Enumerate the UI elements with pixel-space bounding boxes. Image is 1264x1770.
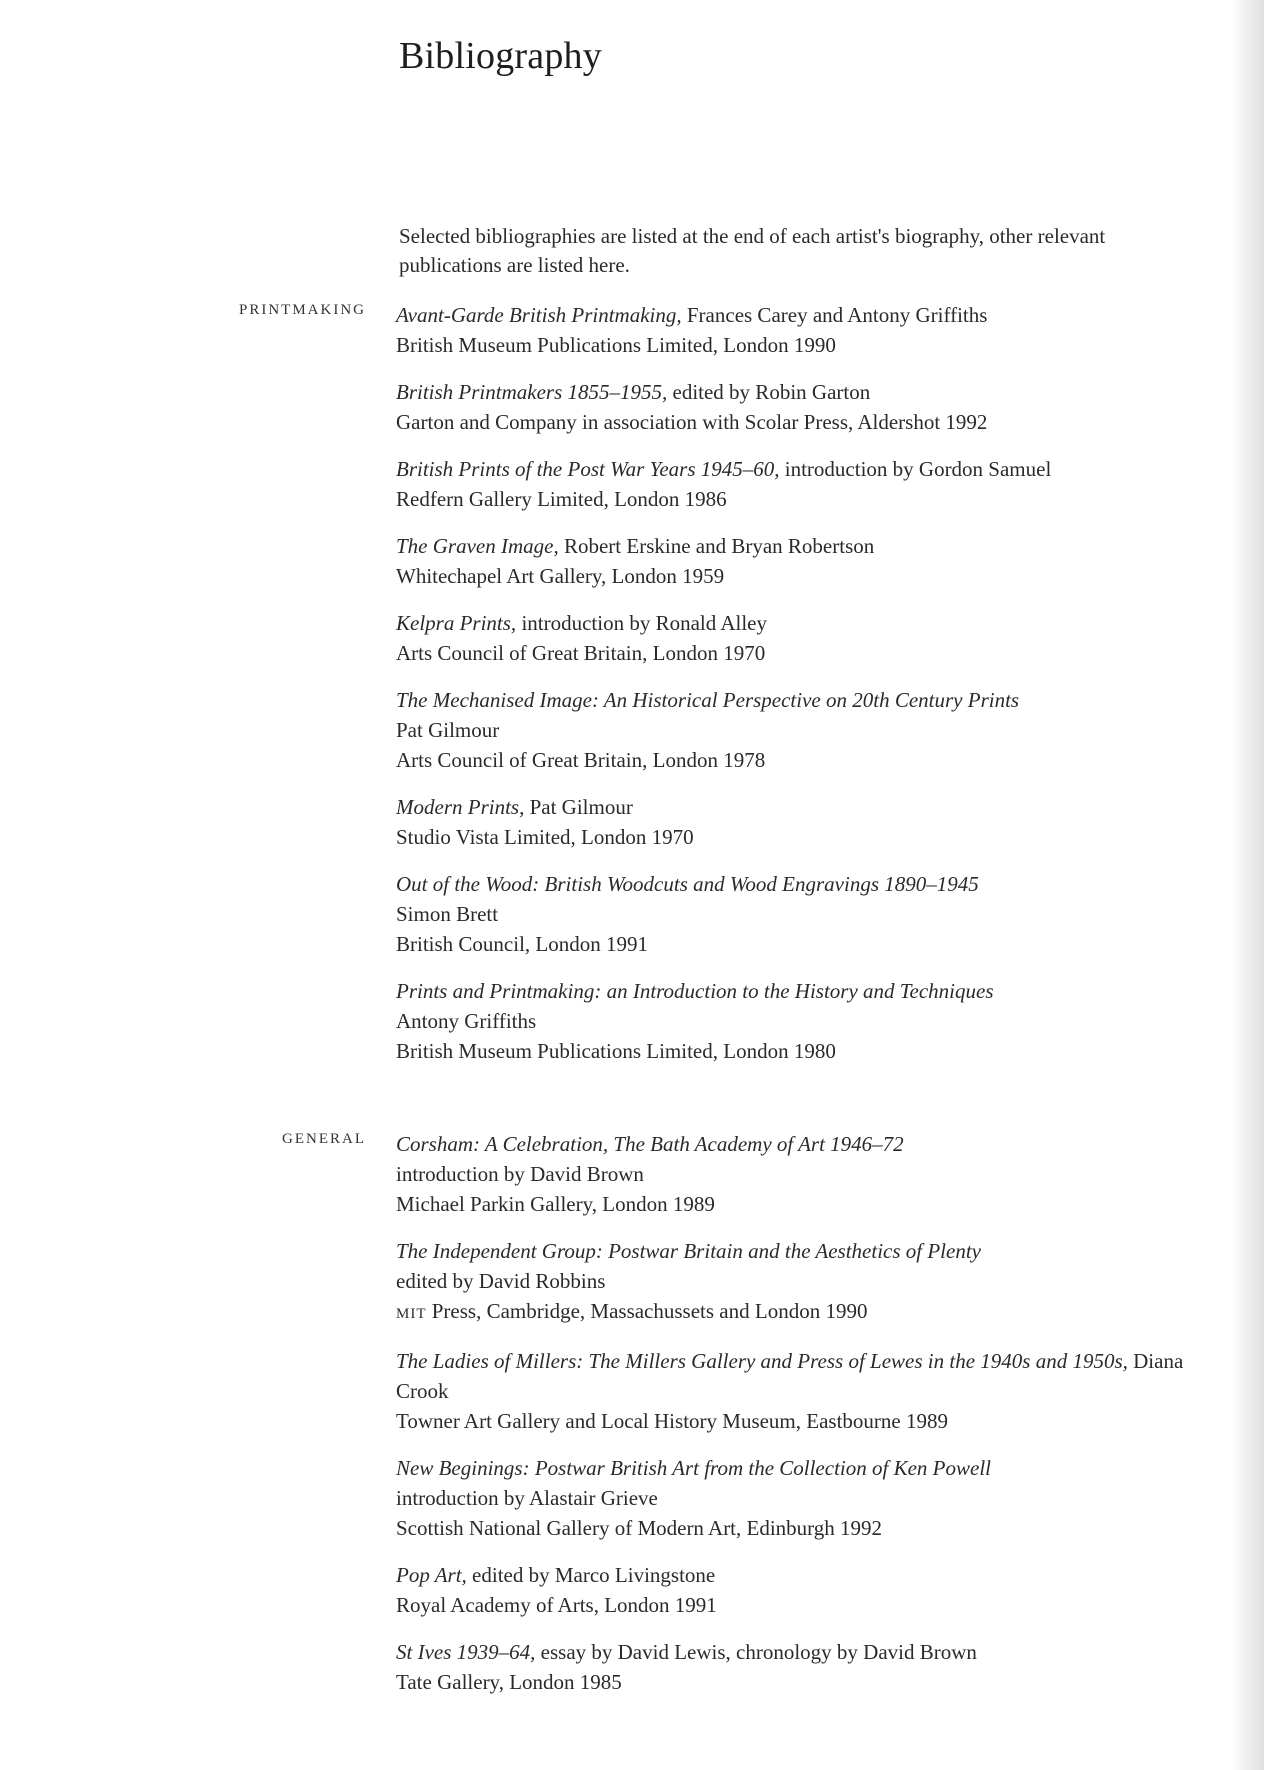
bibliography-entry bbox=[396, 1346, 1216, 1436]
entry-publisher: Towner Art Gallery and Local History Museum, Eastbourne 1989 bbox=[396, 1409, 948, 1433]
entry-publisher: Whitechapel Art Gallery, London 1959 bbox=[396, 564, 725, 588]
entry-byline: edited by Marco Livingstone bbox=[466, 1563, 716, 1587]
entry-title: The Graven Image, bbox=[396, 534, 559, 558]
entry-title: Modern Prints, bbox=[396, 795, 525, 819]
entry-byline: introduction by Gordon Samuel bbox=[779, 457, 1052, 481]
entry-title: New Beginings: Postwar British Art from the Collection of Ken Powell bbox=[396, 1456, 991, 1480]
bibliography-entry bbox=[396, 685, 1216, 775]
entry-publisher: Studio Vista Limited, London 1970 bbox=[396, 825, 694, 849]
entry-author: introduction by David Brown bbox=[396, 1162, 644, 1186]
bibliography-entry bbox=[396, 531, 1216, 591]
entry-byline: introduction by Ronald Alley bbox=[516, 611, 767, 635]
entry-title: British Printmakers 1855–1955, bbox=[396, 380, 668, 404]
bibliography-entry bbox=[396, 869, 1216, 959]
printmaking-entries bbox=[396, 300, 1216, 1083]
entry-author: introduction by Alastair Grieve bbox=[396, 1486, 658, 1510]
entry-publisher: Redfern Gallery Limited, London 1986 bbox=[396, 487, 727, 511]
entry-publisher-smallcaps: MIT bbox=[396, 1306, 427, 1322]
page-edge-shadow bbox=[1230, 0, 1264, 1770]
bibliography-entry bbox=[396, 792, 1216, 852]
bibliography-entry bbox=[396, 1453, 1216, 1543]
entry-publisher: Garton and Company in association with Scolar Press, Aldershot 1992 bbox=[396, 410, 988, 434]
entry-byline: edited by Robin Garton bbox=[667, 380, 871, 404]
page-title: Bibliography bbox=[399, 35, 602, 77]
section-label-general: GENERAL bbox=[282, 1131, 366, 1147]
bibliography-entry bbox=[396, 608, 1216, 668]
entry-title: The Ladies of Millers: The Millers Gallery and Press of Lewes in the 1940s and 1950s, bbox=[396, 1349, 1128, 1373]
entry-title: Corsham: A Celebration, The Bath Academy of Art 1946–72 bbox=[396, 1132, 904, 1156]
bibliography-entry bbox=[396, 1560, 1216, 1620]
entry-title: Pop Art, bbox=[396, 1563, 467, 1587]
entry-author: Simon Brett bbox=[396, 902, 499, 926]
entry-publisher: Michael Parkin Gallery, London 1989 bbox=[396, 1192, 715, 1216]
entry-author: edited by David Robbins bbox=[396, 1269, 606, 1293]
bibliography-entry bbox=[396, 1129, 1216, 1219]
entry-publisher-rest: Press, Cambridge, Massachussets and London 1990 bbox=[426, 1299, 868, 1323]
entry-byline: Frances Carey and Antony Griffiths bbox=[681, 303, 988, 327]
section-label-printmaking: PRINTMAKING bbox=[239, 302, 366, 318]
entry-title: Prints and Printmaking: an Introduction to the History and Techniques bbox=[396, 979, 994, 1003]
entry-publisher: Royal Academy of Arts, London 1991 bbox=[396, 1593, 717, 1617]
entry-title: Kelpra Prints, bbox=[396, 611, 517, 635]
entry-author: Pat Gilmour bbox=[396, 718, 500, 742]
entry-title: The Independent Group: Postwar Britain and the Aesthetics of Plenty bbox=[396, 1239, 981, 1263]
entry-byline: essay by David Lewis, chronology by David Brown bbox=[535, 1640, 977, 1664]
entry-publisher: Arts Council of Great Britain, London 1978 bbox=[396, 748, 766, 772]
entry-publisher: Scottish National Gallery of Modern Art, Edinburgh 1992 bbox=[396, 1516, 883, 1540]
bibliography-entry bbox=[396, 976, 1216, 1066]
entry-publisher: Tate Gallery, London 1985 bbox=[396, 1670, 622, 1694]
entry-title: St Ives 1939–64, bbox=[396, 1640, 536, 1664]
entry-title: Avant-Garde British Printmaking, bbox=[396, 303, 682, 327]
entry-publisher: Arts Council of Great Britain, London 1970 bbox=[396, 641, 766, 665]
entry-publisher: British Museum Publications Limited, London 1980 bbox=[396, 1039, 836, 1063]
bibliography-entry bbox=[396, 300, 1216, 360]
entry-publisher bbox=[396, 1296, 1216, 1329]
entry-title: Out of the Wood: British Woodcuts and Wood Engravings 1890–1945 bbox=[396, 872, 979, 896]
entry-byline: Diana Crook bbox=[396, 1349, 1184, 1403]
bibliography-entry bbox=[396, 454, 1216, 514]
bibliography-entry bbox=[396, 1637, 1216, 1697]
entry-author: Antony Griffiths bbox=[396, 1009, 537, 1033]
intro-text: Selected bibliographies are listed at the end of each artist's biography, other relevant publications are listed here. bbox=[399, 224, 1106, 277]
entry-title: British Prints of the Post War Years 1945–60, bbox=[396, 457, 780, 481]
general-entries bbox=[396, 1129, 1216, 1714]
entry-byline: Pat Gilmour bbox=[524, 795, 633, 819]
bibliography-entry bbox=[396, 1236, 1216, 1329]
entry-title: The Mechanised Image: An Historical Perspective on 20th Century Prints bbox=[396, 688, 1020, 712]
bibliography-entry bbox=[396, 377, 1216, 437]
entry-byline: Robert Erskine and Bryan Robertson bbox=[558, 534, 875, 558]
entry-publisher: British Council, London 1991 bbox=[396, 932, 648, 956]
entry-publisher: British Museum Publications Limited, London 1990 bbox=[396, 333, 836, 357]
